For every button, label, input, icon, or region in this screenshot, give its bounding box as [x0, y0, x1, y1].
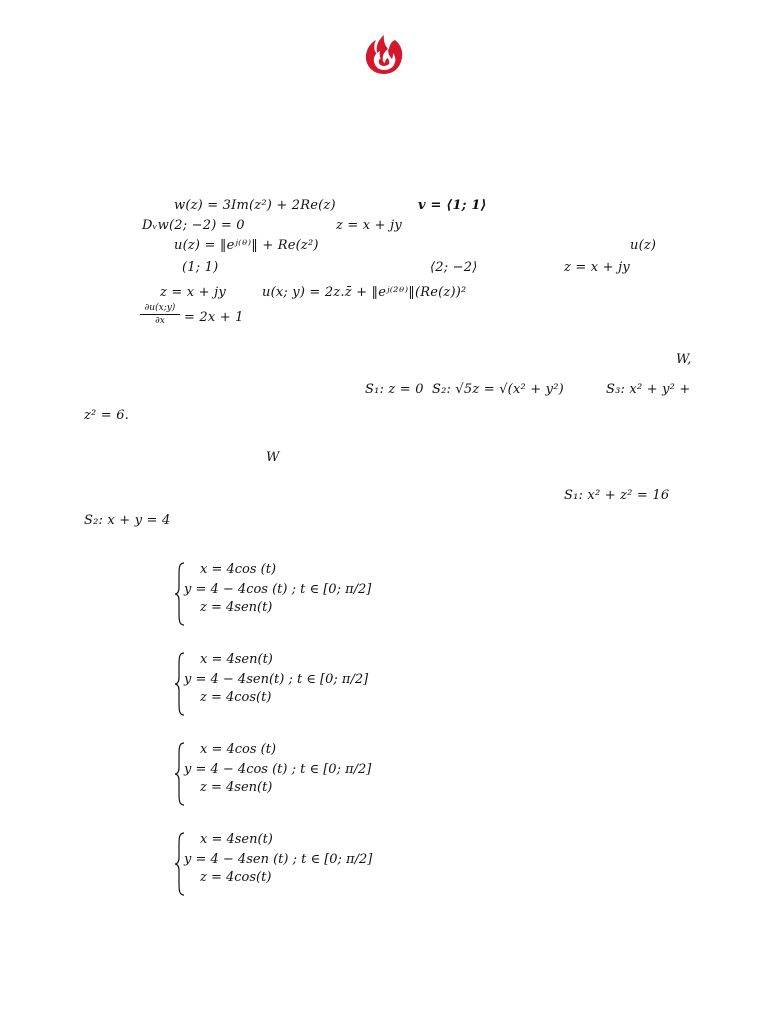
surface-s1: S₁: x² + z² = 16	[564, 488, 670, 503]
parametric-y: y = 4 − 4cos (t) ; t ∈ [0; π/2]	[184, 582, 372, 597]
equation-v: v = ⟨1; 1⟩	[418, 198, 487, 213]
equation-partial-result: = 2x + 1	[184, 310, 244, 325]
flame-logo-icon	[362, 32, 406, 76]
parametric-z: z = 4sen(t)	[200, 600, 273, 615]
partial-derivative-fraction	[138, 303, 182, 326]
parametric-z: z = 4cos(t)	[200, 690, 272, 705]
surface-s2: S₂: x + y = 4	[84, 513, 171, 528]
parametric-option-d	[174, 832, 434, 896]
region-w: W,	[676, 352, 692, 367]
surface-s3: S₃: x² + y² +	[606, 382, 691, 397]
parametric-z: z = 4sen(t)	[200, 780, 273, 795]
parametric-option-c	[174, 742, 434, 806]
surface-s3-continued: z² = 6.	[84, 408, 130, 423]
parametric-option-a	[174, 562, 434, 626]
fraction-denominator: ∂x	[155, 316, 165, 326]
fraction-numerator: ∂u(x;y)	[144, 303, 176, 313]
point-1-1: (1; 1)	[182, 260, 219, 275]
parametric-x: x = 4sen(t)	[200, 652, 273, 667]
equation-u: u(z) = ‖eʲ⁽ᶿ⁾‖ + Re(z²)	[174, 238, 319, 253]
equation-u-short: u(z)	[630, 238, 657, 253]
parametric-option-b	[174, 652, 434, 716]
vector-2-neg2: ⟨2; −2⟩	[430, 260, 478, 275]
equation-directional-derivative: Dᵥw(2; −2) = 0	[142, 218, 245, 233]
parametric-x: x = 4cos (t)	[200, 742, 277, 757]
parametric-y: y = 4 − 4sen(t) ; t ∈ [0; π/2]	[184, 672, 369, 687]
parametric-x: x = 4sen(t)	[200, 832, 273, 847]
equation-w: w(z) = 3Im(z²) + 2Re(z)	[174, 198, 336, 213]
surface-s1: S₁: z = 0	[365, 382, 424, 397]
parametric-x: x = 4cos (t)	[200, 562, 277, 577]
equation-u-xy: u(x; y) = 2z.z̄ + ‖eʲ⁽²ᶿ⁾‖(Re(z))²	[262, 285, 467, 300]
surface-s2: S₂: √5z = √(x² + y²)	[432, 382, 564, 397]
parametric-z: z = 4cos(t)	[200, 870, 272, 885]
parametric-y: y = 4 − 4cos (t) ; t ∈ [0; π/2]	[184, 762, 372, 777]
parametric-y: y = 4 − 4sen (t) ; t ∈ [0; π/2]	[184, 852, 373, 867]
region-w: W	[266, 450, 280, 465]
equation-z: z = x + jy	[564, 260, 630, 275]
equation-z: z = x + jy	[336, 218, 402, 233]
equation-z: z = x + jy	[160, 285, 226, 300]
